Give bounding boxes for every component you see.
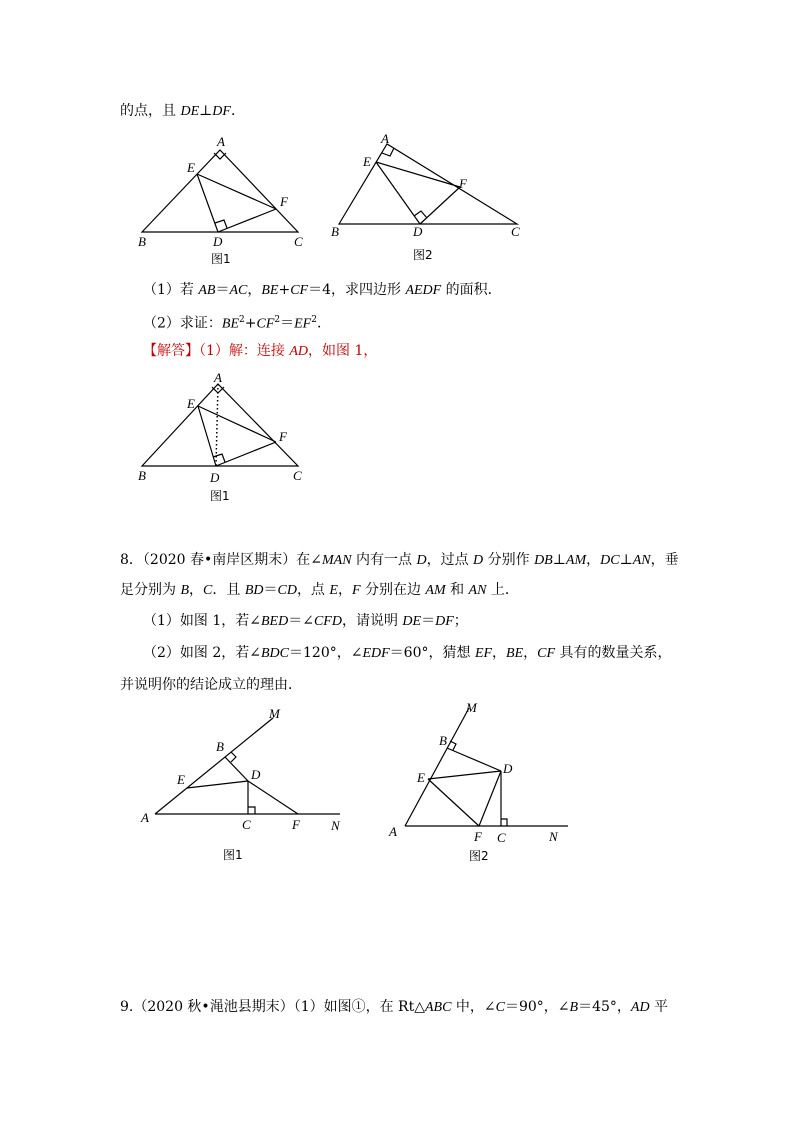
caption: 图1 [211,252,231,266]
q7-part-1: （1）若 AB＝AC，BE+CF＝4，求四边形 AEDF 的面积． [143,282,502,298]
segment-ef [428,779,479,826]
q7-part-2: （2）求证：$BE^2+CF^2=EF^2$． [143,315,331,332]
label-n: N [549,829,558,844]
label-n: N [331,818,340,833]
label-b: B [138,234,146,249]
segment-bd [225,757,248,781]
label-c: C [497,830,506,845]
q7-condition-line: 的点，且 DE⊥DF． [120,103,245,119]
label-e: E [187,396,195,411]
right-angle-mark-c [248,807,255,814]
caption: 图2 [469,849,489,863]
segment-df [216,442,276,466]
segment-ed [187,781,248,788]
label-d: D [213,234,223,249]
label-a: A [214,370,222,385]
q8-figure-2 [385,698,585,868]
label-f: F [474,829,482,844]
q7-answer-line: 【解答】（1）解：连接 AD，如图 1， [143,343,378,359]
dotted-segment-ad [216,384,218,466]
label-c: C [293,468,302,483]
q7-figure-1 [130,132,310,267]
label-b: B [439,733,447,748]
right-angle-mark-c [501,819,507,826]
q9-line-1: 9.（2020 秋•渑池县期末）（1）如图①，在 Rt△ABC 中，∠C＝90°，∠B＝45°，AD 平 [120,999,669,1015]
label-a: A [381,132,389,146]
q8-figure-1 [135,700,355,865]
segment-bd [447,748,501,771]
label-b: B [138,468,146,483]
label-e: E [187,160,195,175]
caption: 图2 [413,248,433,262]
segment-ed [197,174,218,232]
right-angle-mark-d [215,220,227,228]
caption: 图1 [210,489,230,503]
q8-line-1: 8．（2020 春•南岸区期末）在∠MAN 内有一点 D，过点 D 分别作 DB⊥AM，DC⊥AN，垂 [120,552,679,568]
label-c: C [242,817,251,832]
label-m: M [269,706,280,721]
label-e: E [363,154,371,169]
q8-part-2: （2）如图 2，若∠BDC＝120°，∠EDF＝60°，猜想 EF，BE，CF 具有的数量关系， [143,645,672,661]
q8-line-2: 足分别为 B，C．且 BD＝CD，点 E，F 分别在边 AM 和 AN 上． [120,582,519,598]
ray-am [155,718,273,814]
segment-ef [376,162,460,187]
q8-part-1: （1）如图 1，若∠BED＝∠CFD，请说明 DE＝DF； [143,613,468,629]
label-d: D [210,470,220,485]
label-a: A [389,824,397,839]
triangle-abc [142,150,298,232]
label-c: C [294,234,303,249]
caption: 图1 [223,848,243,862]
q7-figure-2 [325,132,530,267]
label-e: E [177,772,185,787]
label-c: C [511,224,520,239]
label-f: F [279,429,287,444]
label-a: A [141,810,149,825]
segment-ef [197,174,276,209]
label-b: B [331,224,339,239]
segment-ed [428,771,501,779]
triangle-abc [142,384,298,466]
segment-df [218,209,276,232]
label-f: F [459,176,467,191]
q8-part-2-continued: 并说明你的结论成立的理由． [120,677,302,693]
segment-ed [376,162,420,224]
label-m: M [466,700,477,715]
right-angle-mark-d [414,211,427,218]
right-angle-mark-b [231,752,236,762]
segment-df [479,771,501,826]
label-d: D [503,761,513,776]
label-d: D [413,224,423,239]
label-f: F [280,194,288,209]
segment-df [420,187,460,224]
label-e: E [417,770,425,785]
label-a: A [217,134,225,149]
label-b: B [216,739,224,754]
answer-tag: 【解答】 [143,343,199,359]
label-f: F [292,817,300,832]
segment-ef [198,406,276,442]
label-d: D [251,767,261,782]
q7-answer-figure [130,370,310,505]
